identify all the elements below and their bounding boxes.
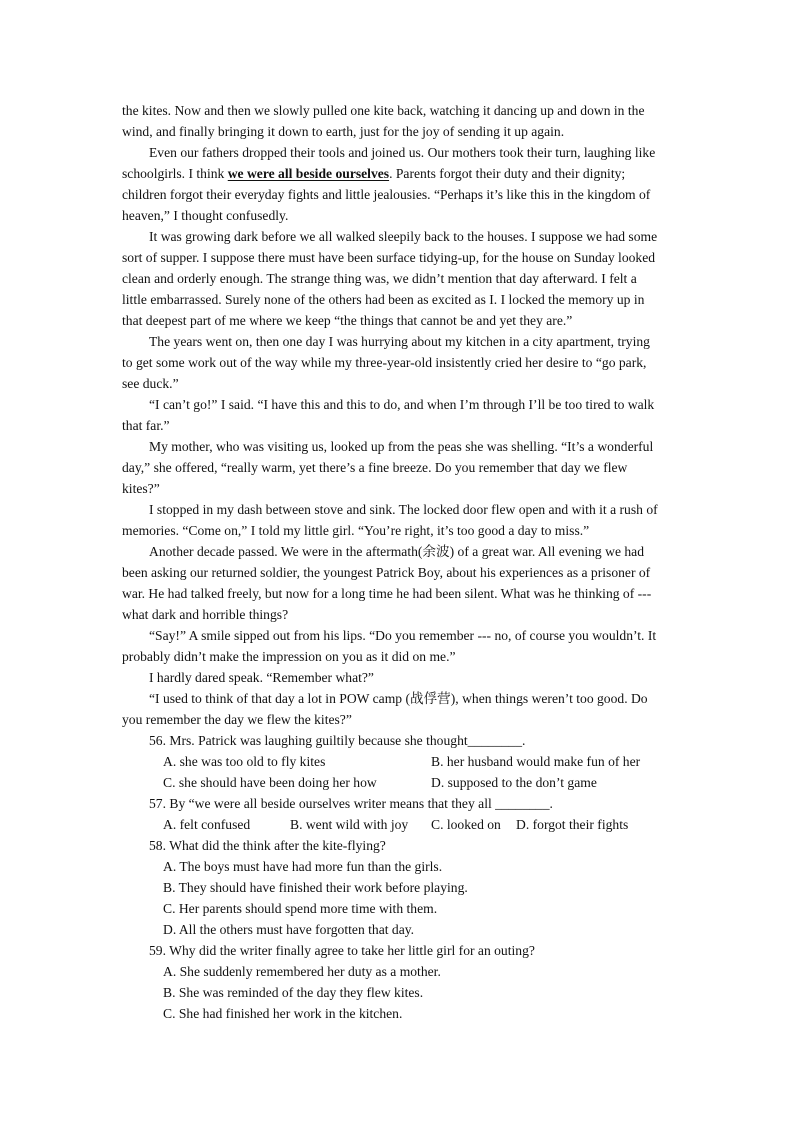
answer-option: A. She suddenly remembered her duty as a mother. (163, 964, 441, 979)
passage-line (122, 167, 625, 181)
passage-line: My mother, who was visiting us, looked up from the peas she was shelling. “It’s a wonderful (149, 439, 654, 454)
passage-line: see duck.” (122, 376, 179, 391)
passage-line: “I can’t go!” I said. “I have this and this to do, and when I’m through I’ll be too tired to walk (149, 397, 655, 412)
answer-option: B. went wild with joy (290, 817, 409, 832)
answer-option: C. she should have been doing her how (163, 775, 377, 790)
passage-line: to get some work out of the way while my three-year-old insistently cried her desire to “go park, (122, 355, 647, 370)
answer-option: A. The boys must have had more fun than the girls. (163, 859, 443, 874)
passage-text: schoolgirls. I think (122, 166, 228, 181)
passage-line: that far.” (122, 418, 170, 433)
passage-line: war. He had talked freely, but now for a long time he had been silent. What was he thinking of --- (122, 586, 652, 601)
question-stem: 57. By “we were all beside ourselves writer means that they all ________. (149, 796, 553, 811)
answer-option: D. supposed to the don’t game (431, 775, 597, 790)
passage-line: sort of supper. I suppose there must have been surface tidying-up, for the house on Sunday looked (122, 250, 656, 265)
answer-option: A. felt confused (163, 817, 251, 832)
answer-option: B. She was reminded of the day they flew kites. (163, 985, 424, 1000)
passage-line: The years went on, then one day I was hurrying about my kitchen in a city apartment, trying (149, 334, 650, 349)
answer-option: C. She had finished her work in the kitchen. (163, 1006, 403, 1021)
passage-line: I hardly dared speak. “Remember what?” (149, 670, 374, 685)
answer-option: B. They should have finished their work before playing. (163, 880, 468, 895)
passage-line: you remember the day we flew the kites?” (122, 712, 352, 727)
passage-text: . Parents forgot their duty and their dignity; (389, 166, 626, 181)
passage-line: little embarrassed. Surely none of the others had been as excited as I. I locked the memory up in (122, 292, 645, 307)
passage-line: memories. “Come on,” I told my little girl. “You’re right, it’s too good a day to miss.” (122, 523, 590, 538)
passage-line: I stopped in my dash between stove and sink. The locked door flew open and with it a rush of (149, 502, 658, 517)
passage-line: Even our fathers dropped their tools and joined us. Our mothers took their turn, laughing like (149, 145, 656, 160)
answer-option: C. Her parents should spend more time with them. (163, 901, 438, 916)
answer-option: D. forgot their fights (516, 817, 629, 832)
question-stem: 58. What did the think after the kite-flying? (149, 838, 386, 853)
answer-option: C. looked on (431, 817, 501, 832)
answer-option: B. her husband would make fun of her (431, 754, 641, 769)
underlined-phrase: we were all beside ourselves (227, 166, 390, 181)
passage-line: probably didn’t make the impression on you as it did on me.” (122, 649, 456, 664)
passage-line: day,” she offered, “really warm, yet there’s a fine breeze. Do you remember that day we flew (122, 460, 628, 475)
passage-line: wind, and finally bringing it down to earth, just for the joy of sending it up again. (122, 124, 565, 139)
passage-line: Another decade passed. We were in the aftermath(余波) of a great war. All evening we had (149, 544, 645, 559)
passage-line: It was growing dark before we all walked sleepily back to the houses. I suppose we had some (149, 229, 658, 244)
passage-line: kites?” (122, 481, 160, 496)
answer-option: A. she was too old to fly kites (163, 754, 326, 769)
passage-line: “Say!” A smile sipped out from his lips. “Do you remember --- no, of course you wouldn’t. It (149, 628, 657, 643)
answer-option: D. All the others must have forgotten that day. (163, 922, 415, 937)
passage-line: what dark and horrible things? (122, 607, 289, 622)
passage-line: heaven,” I thought confusedly. (122, 208, 289, 223)
passage-line: clean and orderly enough. The strange thing was, we didn’t mention that day afterward. I felt a (122, 271, 637, 286)
passage-line: been asking our returned soldier, the youngest Patrick Boy, about his experiences as a prisoner of (122, 565, 651, 580)
passage-line: “I used to think of that day a lot in POW camp (战俘营), when things weren’t too good. Do (149, 691, 648, 706)
passage-line: children forgot their everyday fights and little jealousies. “Perhaps it’s like this in the kingdom of (122, 187, 651, 202)
passage-line: the kites. Now and then we slowly pulled one kite back, watching it dancing up and down in the (122, 103, 645, 118)
question-stem: 59. Why did the writer finally agree to take her little girl for an outing? (149, 943, 535, 958)
passage-line: that deepest part of me where we keep “the things that cannot be and yet they are.” (122, 313, 573, 328)
question-stem: 56. Mrs. Patrick was laughing guiltily because she thought________. (149, 733, 526, 748)
